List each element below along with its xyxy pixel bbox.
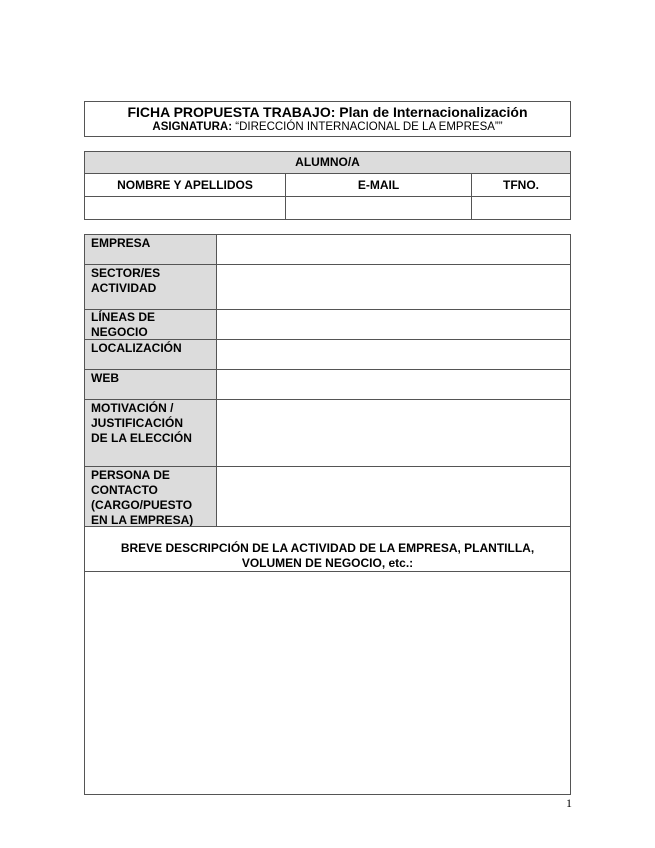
- description-field[interactable]: [84, 571, 571, 795]
- label-contacto: PERSONA DE CONTACTO (CARGO/PUESTO EN LA EMPRESA): [84, 466, 217, 527]
- field-localizacion[interactable]: [216, 339, 571, 370]
- name-field[interactable]: [84, 196, 286, 220]
- field-empresa[interactable]: [216, 234, 571, 265]
- field-sector[interactable]: [216, 264, 571, 310]
- description-header: BREVE DESCRIPCIÓN DE LA ACTIVIDAD DE LA EMPRESA, PLANTILLA, VOLUMEN DE NEGOCIO, etc.:: [84, 526, 571, 572]
- field-motivacion[interactable]: [216, 399, 571, 467]
- col-header-name: NOMBRE Y APELLIDOS: [84, 173, 286, 197]
- label-web: WEB: [84, 369, 217, 400]
- label-lineas: LÍNEAS DE NEGOCIO: [84, 309, 217, 340]
- document-title: FICHA PROPUESTA TRABAJO: Plan de Internacionalización: [127, 104, 528, 120]
- subject-line: ASIGNATURA: “DIRECCIÓN INTERNACIONAL DE LA EMPRESA””: [152, 121, 503, 133]
- label-motivacion: MOTIVACIÓN / JUSTIFICACIÓN DE LA ELECCIÓN: [84, 399, 217, 467]
- student-section-header: ALUMNO/A: [84, 151, 571, 174]
- label-empresa: EMPRESA: [84, 234, 217, 265]
- field-contacto[interactable]: [216, 466, 571, 527]
- field-lineas[interactable]: [216, 309, 571, 340]
- col-header-email: E-MAIL: [285, 173, 472, 197]
- header-box: [84, 101, 571, 137]
- label-sector: SECTOR/ES ACTIVIDAD: [84, 264, 217, 310]
- label-localizacion: LOCALIZACIÓN: [84, 339, 217, 370]
- email-field[interactable]: [285, 196, 472, 220]
- phone-field[interactable]: [471, 196, 571, 220]
- field-web[interactable]: [216, 369, 571, 400]
- page-number: 1: [566, 796, 572, 810]
- col-header-phone: TFNO.: [471, 173, 571, 197]
